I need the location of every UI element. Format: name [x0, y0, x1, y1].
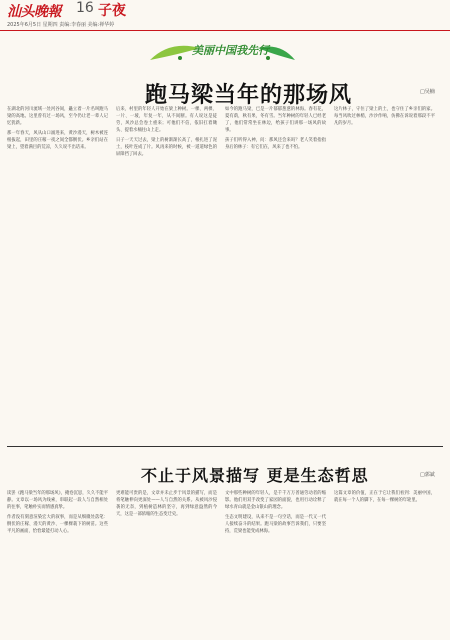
article-1-title: 跑马梁当年的那场风: [145, 83, 353, 108]
article-2-paragraph: 生态文明建设，从来不是一句空话，而是一代又一代人接续奋斗的结果。跑马梁的故事告诉我们，只要坚持，荒梁也能变成林海。: [225, 515, 326, 534]
article-1-body: [7, 106, 435, 436]
newspaper-logo: 汕头晚報: [7, 4, 61, 20]
page-number: 16: [76, 0, 94, 16]
article-2-column: [225, 490, 326, 635]
masthead-rule: [0, 30, 450, 31]
article-2-byline: □郭斌: [420, 472, 435, 478]
article-1-paragraph: 日子一天天过去，梁上的树渐渐长高了，根扎进了泥土，枝叶连成了片。风再来的时候，被一道道绿色的屏障挡了回去。: [116, 138, 217, 157]
article-1-byline: □吴楠: [420, 89, 435, 95]
article-1-paragraph: 后来，村里的年轻人开始在梁上种树。一棵、两棵、一片、一坡，年复一年，从不间断。有人说这是徒劳，风沙总会卷土重来；可他们不信，依旧扛着锄头、提着水桶往山上走。: [116, 107, 217, 133]
article-2-paragraph: 作者没有刻意渲染宏大的叙事，而是从细微处落笔：倒伏的庄稼、漫天的黄沙、一棵棵栽下的树苗。这些平凡的画面，恰恰最能打动人心。: [7, 515, 108, 534]
article-2-paragraph: 读罢《跑马梁当年的那场风》，掩卷沉思，久久不能平静。文章以一场风为线索，串联起一段人与自然相处的往事，笔触朴实而情感真挚。: [7, 491, 108, 510]
section-name: 子夜: [98, 3, 126, 19]
article-1-paragraph: 这片林子，守住了梁上的土，也守住了乡亲们的家。每当风吹过林梢，沙沙作响，仿佛在诉说着那段不平凡的岁月。: [334, 107, 435, 126]
article-2-paragraph: 这篇文章的价值，正在于它让我们看到：美丽中国，就在每一个人的脚下，在每一棵树的年轮里。: [334, 491, 435, 503]
masthead: [0, 0, 450, 36]
article-2-paragraph: 更难能可贵的是，文章并未止步于风景的描写，而是将笔触伸向更深处——人与自然的关系。从被风沙侵袭的无奈，到植树造林的坚守，再到绿意盎然的今天，这是一部浓缩的生态变迁史。: [116, 491, 217, 517]
article-1-column: [225, 106, 326, 436]
article-2-column: [334, 490, 435, 635]
article-1-paragraph: 那一年春天，风从山口涌进来，黄沙漫天，树木被连根拔起，田里的庄稼一夜之间全都倒伏。乡亲们站在梁上，望着满目的荒凉，久久说不出话来。: [7, 131, 108, 150]
article-2-column: [116, 490, 217, 635]
article-1-column: [7, 106, 108, 436]
article-1-paragraph: 孩子们听得入神，问：那风还会来吗？老人笑着指指身后的林子：有它们在，风来了也不怕。: [225, 138, 326, 150]
article-2-column: [7, 490, 108, 635]
article-2-title: 不止于风景描写 更是生态哲思: [141, 466, 369, 485]
article-1-paragraph: 在湖北的河川流域一处河谷间，矗立着一片名叫跑马梁的高地。这里曾有过一场风，至今仍让老一辈人记忆犹新。: [7, 107, 108, 126]
article-2-paragraph: 文中那些种树的年轻人，是千千万万普通劳动者的缩影。他们用双手改变了家园的面貌，也用行动诠释了绿水青山就是金山银山的理念。: [225, 491, 326, 510]
article-divider: [7, 446, 443, 447]
article-1-column: [116, 106, 217, 436]
article-2-body: [7, 490, 435, 635]
article-1-paragraph: 如今的跑马梁，已是一片郁郁葱葱的林海。春有花，夏有荫，秋有果，冬有雪。当年种树的年轻人已经老了，他们常常坐在林边，给孩子们讲那一场风的故事。: [225, 107, 326, 133]
article-1-column: [334, 106, 435, 436]
banner-title: 美丽中国我先行: [192, 44, 269, 57]
dateline: 2025年6月5日 星期四 责编:李春丽 美编:禅华婷: [7, 22, 115, 28]
column-banner: [140, 40, 310, 64]
